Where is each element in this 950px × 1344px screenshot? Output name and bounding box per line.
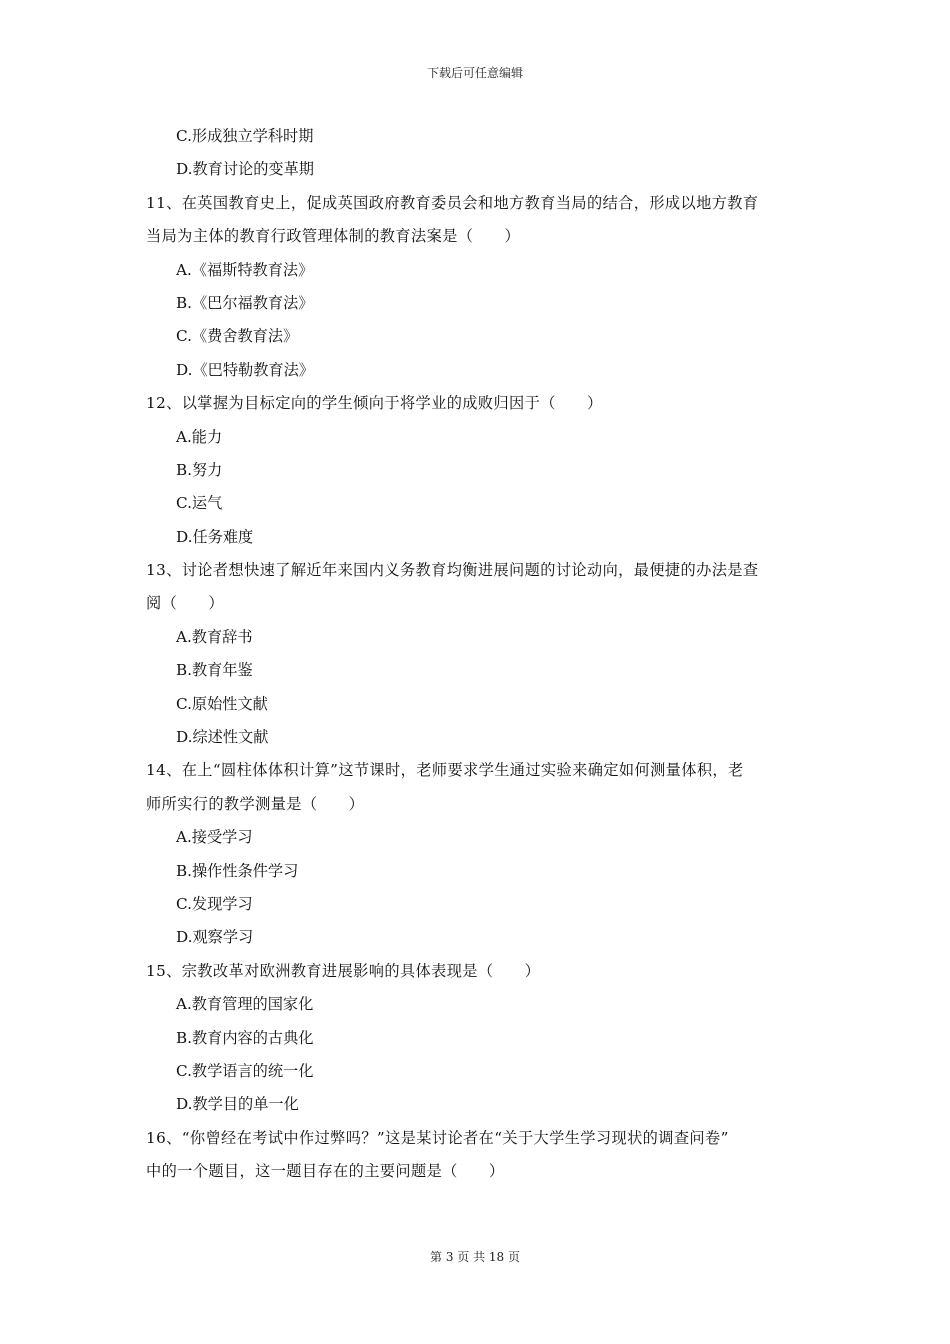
answer-option: B.努力 — [176, 460, 223, 479]
answer-option: A.能力 — [176, 427, 223, 446]
answer-option: C.原始性文献 — [176, 694, 268, 713]
answer-option: A.教育辞书 — [176, 627, 253, 646]
answer-option: D.观察学习 — [176, 928, 254, 947]
answer-option: B.教育内容的古典化 — [176, 1028, 314, 1047]
document-body — [146, 120, 810, 1189]
answer-option: D.教学目的单一化 — [176, 1095, 299, 1114]
answer-option: C.教学语言的统一化 — [176, 1061, 314, 1080]
question-stem: 阅（ ） — [146, 594, 224, 613]
answer-option: A.教育管理的国家化 — [176, 995, 314, 1014]
answer-option: A.《福斯特教育法》 — [176, 260, 314, 279]
question-stem: 中的一个题目，这一题目存在的主要问题是（ ） — [146, 1162, 505, 1181]
answer-option: B.教育年鉴 — [176, 661, 253, 680]
answer-option: D.《巴特勒教育法》 — [176, 360, 314, 379]
question-stem: 14、在上“圆柱体体积计算”这节课时，老师要求学生通过实验来确定如何测量体积，老 — [146, 761, 744, 780]
answer-option: D.任务难度 — [176, 527, 254, 546]
question-stem: 16、“你曾经在考试中作过弊吗？”这是某讨论者在“关于大学生学习现状的调查问卷” — [146, 1128, 729, 1147]
question-stem: 当局为主体的教育行政管理体制的教育法案是（ ） — [146, 227, 521, 246]
question-stem: 13、讨论者想快速了解近年来国内义务教育均衡进展问题的讨论动向，最便捷的办法是查 — [146, 561, 759, 580]
answer-option: C.发现学习 — [176, 894, 253, 913]
answer-option: B.《巴尔福教育法》 — [176, 293, 314, 312]
answer-option: D.教育讨论的变革期 — [176, 160, 314, 179]
answer-option: C.《费舍教育法》 — [176, 327, 299, 346]
question-stem: 15、宗教改革对欧洲教育进展影响的具体表现是（ ） — [146, 961, 541, 980]
question-stem: 师所实行的教学测量是（ ） — [146, 794, 365, 813]
answer-option: D.综述性文献 — [176, 728, 269, 747]
question-stem: 11、在英国教育史上，促成英国政府教育委员会和地方教育当局的结合，形成以地方教育 — [146, 193, 759, 212]
answer-option: C.形成独立学科时期 — [176, 127, 314, 145]
answer-option: A.接受学习 — [176, 828, 253, 847]
answer-option: B.操作性条件学习 — [176, 861, 299, 880]
page-header: 下载后可任意编辑 — [426, 66, 523, 80]
page-footer: 第 3 页 共 18 页 — [430, 1250, 520, 1264]
answer-option: C.运气 — [176, 494, 223, 513]
question-stem: 12、以掌握为目标定向的学生倾向于将学业的成败归因于（ ） — [146, 394, 603, 413]
